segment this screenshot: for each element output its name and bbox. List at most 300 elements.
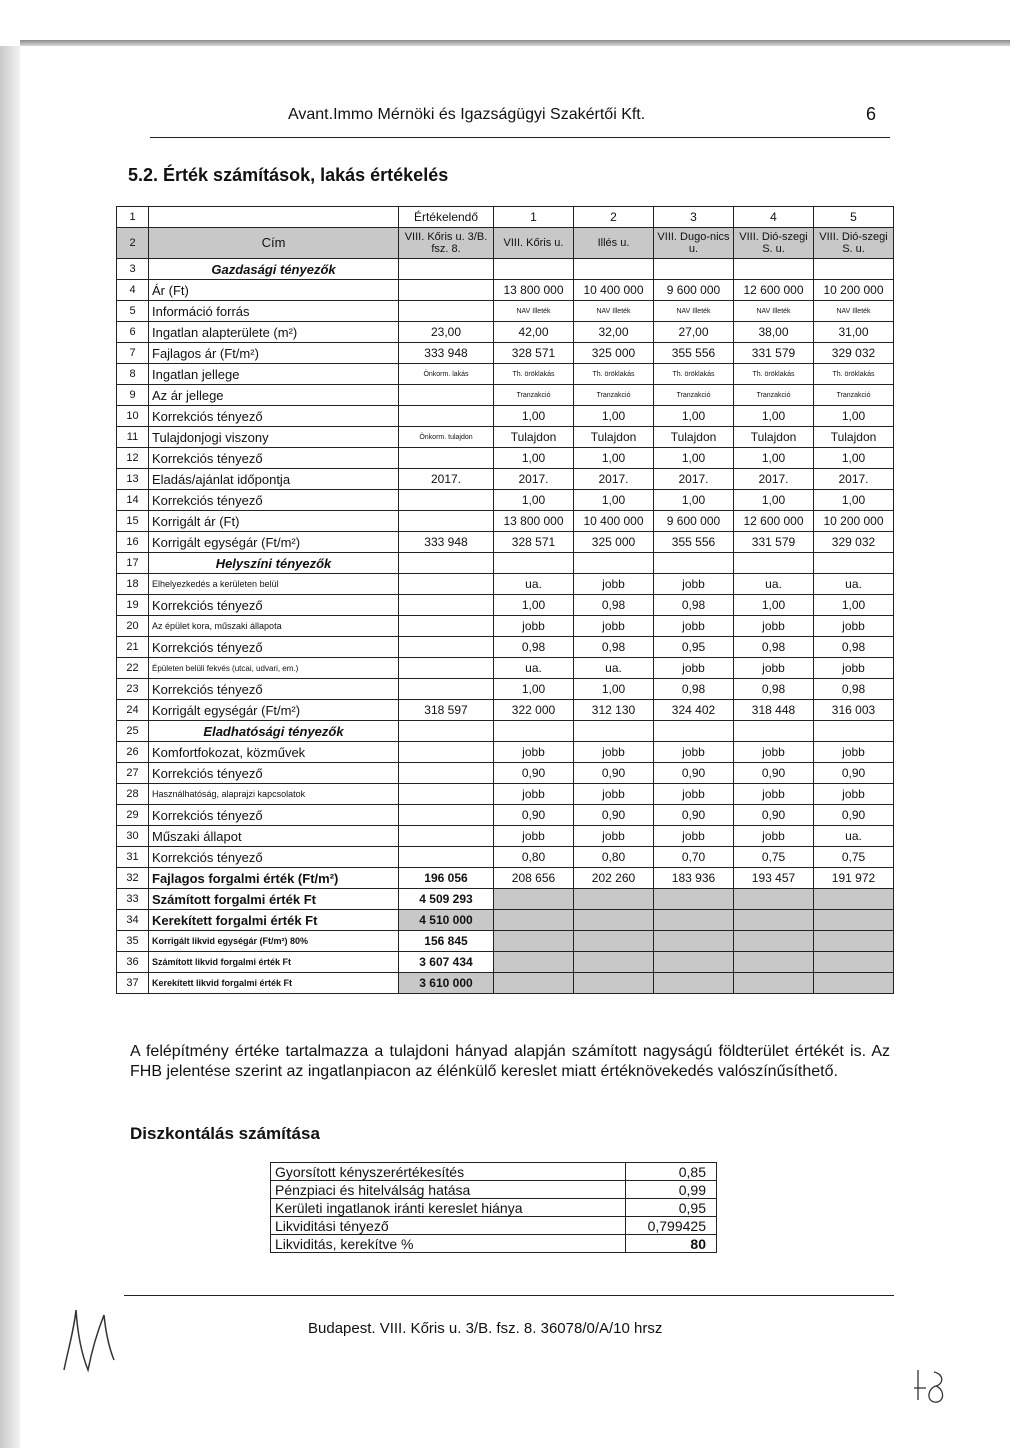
table-cell: 355 556 [654, 343, 734, 364]
header-cell: Értékelendő [399, 207, 494, 228]
table-cell: 0,90 [494, 805, 574, 826]
row-number: 6 [117, 322, 149, 343]
table-cell: Th. öröklakás [494, 364, 574, 385]
row-number: 33 [117, 889, 149, 910]
table-cell [734, 721, 814, 742]
table-row [117, 553, 894, 574]
table-cell: 202 260 [574, 868, 654, 889]
table-cell: Önkorm. tulajdon [399, 427, 494, 448]
row-label: Tulajdonjogi viszony [149, 427, 399, 448]
table-row [117, 259, 894, 280]
discount-label: Likviditás, kerekítve % [271, 1235, 626, 1253]
table-cell [654, 910, 734, 931]
table-cell [814, 889, 894, 910]
table-cell: 1,00 [654, 406, 734, 427]
footer-rule [124, 1295, 894, 1296]
table-cell: Tranzakció [494, 385, 574, 406]
table-cell: 0,98 [654, 595, 734, 616]
scan-top-edge [20, 40, 1010, 46]
table-cell: 3 610 000 [399, 973, 494, 994]
table-cell: 2017. [814, 469, 894, 490]
table-cell: jobb [654, 826, 734, 847]
table-cell: 0,98 [814, 679, 894, 700]
discount-label: Likviditási tényező [271, 1217, 626, 1235]
row-number: 7 [117, 343, 149, 364]
table-row [117, 322, 894, 343]
table-cell: 0,98 [734, 679, 814, 700]
table-row [117, 343, 894, 364]
table-cell: ua. [494, 658, 574, 679]
table-cell: Önkorm. lakás [399, 364, 494, 385]
table-cell: 2017. [574, 469, 654, 490]
table-cell [399, 448, 494, 469]
page-number: 6 [866, 104, 877, 124]
table-row [117, 658, 894, 679]
signature-mark [54, 1290, 124, 1380]
table-cell: 1,00 [494, 595, 574, 616]
table-row [117, 910, 894, 931]
table-cell: jobb [494, 616, 574, 637]
row-label: Használhatóság, alaprajzi kapcsolatok [149, 784, 399, 805]
header-cell: 3 [654, 207, 734, 228]
table-row [117, 952, 894, 973]
table-cell [399, 595, 494, 616]
address-cell: VIII. Dugo-nics u. [654, 228, 734, 259]
table-cell: 4 509 293 [399, 889, 494, 910]
address-cell: VIII. Dió-szegi S. u. [814, 228, 894, 259]
row-label: Korrigált ár (Ft) [149, 511, 399, 532]
table-cell: 10 400 000 [574, 280, 654, 301]
row-label: Korrigált egységár (Ft/m²) [149, 532, 399, 553]
row-label: Épületen belüli fekvés (utcai, udvari, em.) [149, 658, 399, 679]
table-cell: 0,98 [574, 637, 654, 658]
section-heading: Gazdasági tényezők [149, 259, 399, 280]
table-cell [574, 259, 654, 280]
address-cell: VIII. Kőris u. 3/B. fsz. 8. [399, 228, 494, 259]
table-cell: 325 000 [574, 343, 654, 364]
row-label: Kerekített forgalmi érték Ft [149, 910, 399, 931]
table-cell [399, 616, 494, 637]
table-cell: Tranzakció [654, 385, 734, 406]
table-cell: 1,00 [654, 490, 734, 511]
discount-title: Diszkontálás számítása [130, 1124, 320, 1143]
table-cell: 183 936 [654, 868, 734, 889]
row-label: Korrigált likvid egységár (Ft/m²) 80% [149, 931, 399, 952]
table-cell: 0,90 [734, 763, 814, 784]
table-row [117, 448, 894, 469]
table-cell: 10 200 000 [814, 511, 894, 532]
table-cell: Th. öröklakás [654, 364, 734, 385]
table-cell: 1,00 [574, 679, 654, 700]
address-cell: 2 [117, 228, 149, 259]
table-cell [494, 889, 574, 910]
row-label: Eladás/ajánlat időpontja [149, 469, 399, 490]
table-row [117, 406, 894, 427]
table-cell: 329 032 [814, 532, 894, 553]
table-cell: 0,80 [574, 847, 654, 868]
table-cell: 1,00 [734, 490, 814, 511]
table-cell: ua. [574, 658, 654, 679]
table-cell: jobb [574, 574, 654, 595]
table-cell [399, 553, 494, 574]
table-cell: Tranzakció [574, 385, 654, 406]
table-row [117, 868, 894, 889]
table-cell: 2017. [399, 469, 494, 490]
table-row [117, 784, 894, 805]
table-cell [494, 721, 574, 742]
table-row [117, 721, 894, 742]
table-cell: 1,00 [494, 406, 574, 427]
table-cell: 329 032 [814, 343, 894, 364]
discount-value: 0,99 [626, 1181, 717, 1199]
table-cell: 4 510 000 [399, 910, 494, 931]
table-cell: ua. [734, 574, 814, 595]
header-cell: 2 [574, 207, 654, 228]
section-title: 5.2. Érték számítások, lakás értékelés [128, 165, 449, 185]
table-cell: jobb [734, 658, 814, 679]
table-cell: Tulajdon [734, 427, 814, 448]
table-cell: 1,00 [734, 595, 814, 616]
row-label: Korrekciós tényező [149, 763, 399, 784]
table-cell: jobb [574, 616, 654, 637]
table-cell: NAV Illeték [654, 301, 734, 322]
row-label: Korrekciós tényező [149, 679, 399, 700]
table-row [117, 532, 894, 553]
table-cell: jobb [574, 784, 654, 805]
table-cell: 1,00 [814, 406, 894, 427]
table-cell [399, 259, 494, 280]
row-label: Korrekciós tényező [149, 637, 399, 658]
table-cell: 2017. [654, 469, 734, 490]
table-cell [814, 721, 894, 742]
table-cell: 1,00 [574, 490, 654, 511]
table-row [117, 511, 894, 532]
table-cell [494, 952, 574, 973]
table-row [117, 301, 894, 322]
table-cell: 1,00 [574, 448, 654, 469]
table-cell [734, 973, 814, 994]
table-cell [574, 889, 654, 910]
discount-row [271, 1181, 717, 1199]
row-number: 30 [117, 826, 149, 847]
table-cell: jobb [654, 742, 734, 763]
discount-value: 0,95 [626, 1199, 717, 1217]
table-cell: jobb [654, 574, 734, 595]
table-cell: jobb [654, 784, 734, 805]
row-number: 35 [117, 931, 149, 952]
table-row [117, 427, 894, 448]
table-cell: jobb [654, 616, 734, 637]
discount-table [270, 1162, 717, 1253]
table-cell: 0,98 [814, 637, 894, 658]
row-number: 31 [117, 847, 149, 868]
table-cell [399, 574, 494, 595]
table-cell: 316 003 [814, 700, 894, 721]
table-cell [399, 826, 494, 847]
table-cell: 1,00 [494, 679, 574, 700]
table-cell: 0,98 [494, 637, 574, 658]
header-cell: 4 [734, 207, 814, 228]
row-number: 9 [117, 385, 149, 406]
table-cell: Tulajdon [494, 427, 574, 448]
table-cell: 325 000 [574, 532, 654, 553]
header-cell [149, 207, 399, 228]
table-cell [399, 763, 494, 784]
table-cell: 191 972 [814, 868, 894, 889]
table-cell: 0,98 [734, 637, 814, 658]
table-row [117, 973, 894, 994]
section-heading: Helyszíni tényezők [149, 553, 399, 574]
table-cell: 331 579 [734, 343, 814, 364]
row-number: 21 [117, 637, 149, 658]
row-label: Műszaki állapot [149, 826, 399, 847]
table-address-row [117, 228, 894, 259]
table-cell: 0,95 [654, 637, 734, 658]
table-cell [399, 301, 494, 322]
row-number: 16 [117, 532, 149, 553]
table-cell [814, 952, 894, 973]
table-cell: jobb [814, 784, 894, 805]
row-label: Ingatlan alapterülete (m²) [149, 322, 399, 343]
table-cell: 1,00 [574, 406, 654, 427]
row-label: Komfortfokozat, közművek [149, 742, 399, 763]
table-cell: NAV Illeték [574, 301, 654, 322]
table-cell [814, 259, 894, 280]
table-cell [399, 679, 494, 700]
row-label: Korrekciós tényező [149, 490, 399, 511]
table-cell: 1,00 [814, 490, 894, 511]
footer-address: Budapest. VIII. Kőris u. 3/B. fsz. 8. 36078/0/A/10 hrsz [308, 1320, 663, 1337]
row-number: 17 [117, 553, 149, 574]
table-cell: 0,90 [494, 763, 574, 784]
table-cell [574, 553, 654, 574]
row-label: Az ár jellege [149, 385, 399, 406]
row-number: 27 [117, 763, 149, 784]
address-cell: Cím [149, 228, 399, 259]
table-cell: jobb [814, 658, 894, 679]
table-cell: ua. [814, 826, 894, 847]
table-cell: 31,00 [814, 322, 894, 343]
table-cell: 333 948 [399, 532, 494, 553]
header-cell: 1 [117, 207, 149, 228]
note-paragraph: A felépítmény értéke tartalmazza a tulajdoni hányad alapján számított nagyságú földterület értékét is. Az FHB jelentése szerint az ingatlanpiacon az élénkülő kereslet miatt értéknövekedés valószínűsíthető. [130, 1043, 890, 1080]
table-cell: Tulajdon [814, 427, 894, 448]
table-row [117, 679, 894, 700]
table-cell: 328 571 [494, 532, 574, 553]
address-cell: VIII. Kőris u. [494, 228, 574, 259]
table-cell: 3 607 434 [399, 952, 494, 973]
table-cell: jobb [654, 658, 734, 679]
table-cell: 318 597 [399, 700, 494, 721]
table-cell: ua. [494, 574, 574, 595]
table-cell [399, 406, 494, 427]
table-row [117, 742, 894, 763]
row-number: 10 [117, 406, 149, 427]
table-cell [399, 658, 494, 679]
table-cell: ua. [814, 574, 894, 595]
discount-row [271, 1199, 717, 1217]
table-cell [734, 931, 814, 952]
row-number: 4 [117, 280, 149, 301]
table-cell: Tulajdon [654, 427, 734, 448]
table-row [117, 637, 894, 658]
table-row [117, 469, 894, 490]
table-cell: 331 579 [734, 532, 814, 553]
table-cell: 1,00 [494, 490, 574, 511]
table-cell: jobb [734, 826, 814, 847]
section-heading: Eladhatósági tényezők [149, 721, 399, 742]
table-cell [734, 952, 814, 973]
table-cell [574, 952, 654, 973]
table-cell: jobb [734, 616, 814, 637]
table-cell: 13 800 000 [494, 280, 574, 301]
table-cell: Th. öröklakás [734, 364, 814, 385]
row-label: Korrekciós tényező [149, 805, 399, 826]
table-cell [734, 553, 814, 574]
table-cell [734, 889, 814, 910]
table-cell [734, 259, 814, 280]
table-cell [814, 931, 894, 952]
table-cell: 32,00 [574, 322, 654, 343]
table-cell: 1,00 [494, 448, 574, 469]
table-row [117, 847, 894, 868]
table-cell: Tranzakció [734, 385, 814, 406]
table-cell [399, 637, 494, 658]
row-number: 24 [117, 700, 149, 721]
row-label: Információ forrás [149, 301, 399, 322]
table-cell: 0,90 [654, 763, 734, 784]
header-rule [150, 137, 890, 138]
row-label: Számított forgalmi érték Ft [149, 889, 399, 910]
table-cell [814, 910, 894, 931]
row-number: 14 [117, 490, 149, 511]
table-cell: jobb [734, 784, 814, 805]
table-cell: Th. öröklakás [574, 364, 654, 385]
table-cell: 1,00 [734, 406, 814, 427]
row-number: 25 [117, 721, 149, 742]
table-cell [494, 931, 574, 952]
discount-label: Gyorsított kényszerértékesítés [271, 1163, 626, 1181]
discount-value: 80 [626, 1235, 717, 1253]
table-cell: 0,90 [814, 805, 894, 826]
table-cell [734, 910, 814, 931]
table-cell: 318 448 [734, 700, 814, 721]
row-number: 3 [117, 259, 149, 280]
table-cell [494, 259, 574, 280]
row-label: Fajlagos ár (Ft/m²) [149, 343, 399, 364]
table-row [117, 490, 894, 511]
discount-label: Kerületi ingatlanok iránti kereslet hiánya [271, 1199, 626, 1217]
table-cell: 12 600 000 [734, 511, 814, 532]
table-row [117, 595, 894, 616]
table-cell: NAV Illeték [814, 301, 894, 322]
table-cell [814, 553, 894, 574]
row-number: 5 [117, 301, 149, 322]
address-cell: VIII. Dió-szegi S. u. [734, 228, 814, 259]
scan-left-edge [0, 46, 20, 1448]
table-cell: 2017. [494, 469, 574, 490]
table-cell: jobb [494, 784, 574, 805]
table-cell: 38,00 [734, 322, 814, 343]
table-cell [399, 280, 494, 301]
row-number: 26 [117, 742, 149, 763]
row-number: 32 [117, 868, 149, 889]
row-number: 20 [117, 616, 149, 637]
table-cell: 10 400 000 [574, 511, 654, 532]
table-cell: 9 600 000 [654, 280, 734, 301]
table-cell: 0,90 [654, 805, 734, 826]
table-cell: 42,00 [494, 322, 574, 343]
table-cell: 0,90 [574, 763, 654, 784]
header-cell: 5 [814, 207, 894, 228]
row-number: 12 [117, 448, 149, 469]
row-number: 8 [117, 364, 149, 385]
table-cell: 0,90 [574, 805, 654, 826]
table-row [117, 805, 894, 826]
row-label: Ár (Ft) [149, 280, 399, 301]
table-row [117, 280, 894, 301]
table-cell: 1,00 [654, 448, 734, 469]
table-cell [654, 553, 734, 574]
discount-value: 0,799425 [626, 1217, 717, 1235]
table-cell [399, 490, 494, 511]
header-title: Avant.Immo Mérnöki és Igazságügyi Szakértői Kft. [288, 106, 646, 123]
row-number: 13 [117, 469, 149, 490]
table-cell [574, 910, 654, 931]
table-cell: 328 571 [494, 343, 574, 364]
table-row [117, 385, 894, 406]
table-row [117, 700, 894, 721]
table-row [117, 931, 894, 952]
table-cell [399, 742, 494, 763]
table-cell: 355 556 [654, 532, 734, 553]
row-label: Elhelyezkedés a kerületen belül [149, 574, 399, 595]
row-number: 28 [117, 784, 149, 805]
table-cell: 193 457 [734, 868, 814, 889]
table-cell [654, 952, 734, 973]
table-cell: 23,00 [399, 322, 494, 343]
table-cell [814, 973, 894, 994]
table-row [117, 826, 894, 847]
discount-label: Pénzpiaci és hitelválság hatása [271, 1181, 626, 1199]
table-cell: 10 200 000 [814, 280, 894, 301]
table-cell: 312 130 [574, 700, 654, 721]
table-row [117, 889, 894, 910]
handwritten-mark [910, 1360, 950, 1410]
row-label: Kerekített likvid forgalmi érték Ft [149, 973, 399, 994]
row-number: 34 [117, 910, 149, 931]
table-cell: 13 800 000 [494, 511, 574, 532]
table-cell: 0,75 [814, 847, 894, 868]
row-number: 29 [117, 805, 149, 826]
table-cell: jobb [494, 826, 574, 847]
row-number: 36 [117, 952, 149, 973]
table-cell: 322 000 [494, 700, 574, 721]
table-cell [574, 931, 654, 952]
table-cell: NAV Illeték [494, 301, 574, 322]
table-cell: 333 948 [399, 343, 494, 364]
table-cell: 0,80 [494, 847, 574, 868]
table-cell: jobb [814, 616, 894, 637]
table-cell [399, 847, 494, 868]
table-cell: 12 600 000 [734, 280, 814, 301]
table-cell [494, 973, 574, 994]
row-label: Korrekciós tényező [149, 847, 399, 868]
table-cell: 0,70 [654, 847, 734, 868]
table-cell [399, 511, 494, 532]
table-cell: 324 402 [654, 700, 734, 721]
table-cell: jobb [814, 742, 894, 763]
